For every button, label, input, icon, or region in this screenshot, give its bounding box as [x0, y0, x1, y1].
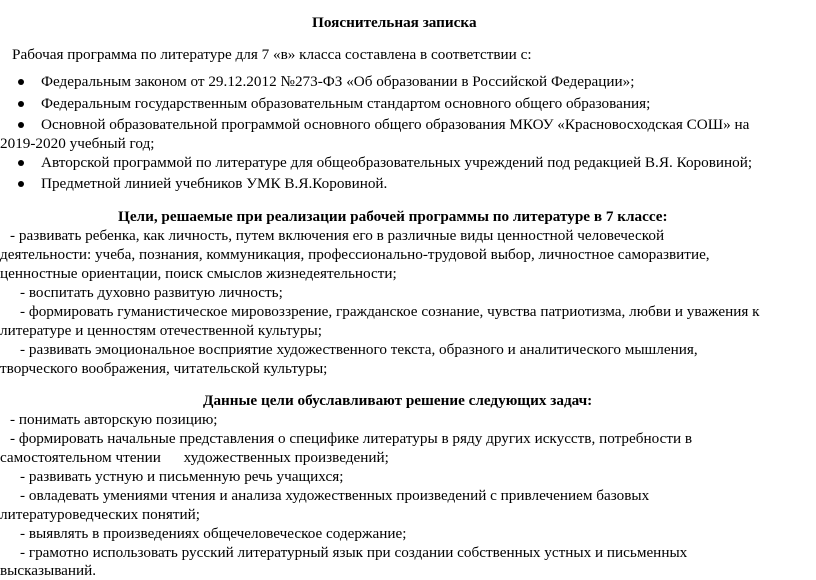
goal-item-3-continuation: литературе и ценностям отечественной культуры; — [0, 322, 322, 339]
task-item-4: - овладевать умениями чтения и анализа художественных произведений с привлечением базовых — [20, 487, 650, 504]
bullet-item-1: Федеральным законом от 29.12.2012 №273-ФЗ «Об образовании в Российской Федерации»; — [41, 73, 635, 90]
task-item-4-continuation: литературоведческих понятий; — [0, 506, 200, 523]
task-item-6: - грамотно использовать русский литературный язык при создании собственных устных и письменных — [20, 544, 688, 561]
bullet-icon — [18, 101, 24, 107]
goal-item-1-continuation: ценностные ориентации, поиск смыслов жизнедеятельности; — [0, 265, 397, 282]
goal-item-4-continuation: творческого воображения, читательской культуры; — [0, 360, 328, 377]
task-item-5: - выявлять в произведениях общечеловеческое содержание; — [20, 525, 407, 542]
bullet-item-4: Авторской программой по литературе для общеобразовательных учреждений под редакцией В.Я. Коровиной; — [41, 154, 753, 171]
bullet-item-3-continuation: 2019-2020 учебный год; — [0, 135, 155, 152]
bullet-icon — [18, 181, 24, 187]
bullet-item-2: Федеральным государственным образовательным стандартом основного общего образования; — [41, 95, 651, 112]
document-title: Пояснительная записка — [312, 14, 477, 31]
goals-heading: Цели, решаемые при реализации рабочей программы по литературе в 7 классе: — [118, 208, 668, 225]
goal-item-1-continuation: деятельности: учеба, познания, коммуникация, профессионально-трудовой выбор, личностное саморазвитие, — [0, 246, 710, 263]
task-item-2: - формировать начальные представления о специфике литературы в ряду других искусств, потребности в — [10, 430, 693, 447]
goal-item-2: - воспитать духовно развитую личность; — [20, 284, 283, 301]
task-item-2-continuation: самостоятельном чтении художественных произведений; — [0, 449, 389, 466]
bullet-icon — [18, 122, 24, 128]
goal-item-4: - развивать эмоциональное восприятие художественного текста, образного и аналитического мышления, — [20, 341, 698, 358]
goal-item-3: - формировать гуманистическое мировоззрение, гражданское сознание, чувства патриотизма, любви и уважения к — [20, 303, 760, 320]
bullet-item-3: Основной образовательной программой основного общего образования МКОУ «Красновосходская СОШ» на — [41, 116, 750, 133]
tasks-heading: Данные цели обуславливают решение следующих задач: — [203, 392, 593, 409]
task-item-3: - развивать устную и письменную речь учащихся; — [20, 468, 344, 485]
bullet-icon — [18, 160, 24, 166]
goal-item-1: - развивать ребенка, как личность, путем включения его в различные виды ценностной человеческой — [10, 227, 665, 244]
bullet-icon — [18, 79, 24, 85]
bullet-item-5: Предметной линией учебников УМК В.Я.Коровиной. — [41, 175, 388, 192]
intro-text: Рабочая программа по литературе для 7 «в» класса составлена в соответствии с: — [12, 46, 532, 63]
task-item-1: - понимать авторскую позицию; — [10, 411, 218, 428]
task-item-6-continuation: высказываний. — [0, 562, 97, 579]
